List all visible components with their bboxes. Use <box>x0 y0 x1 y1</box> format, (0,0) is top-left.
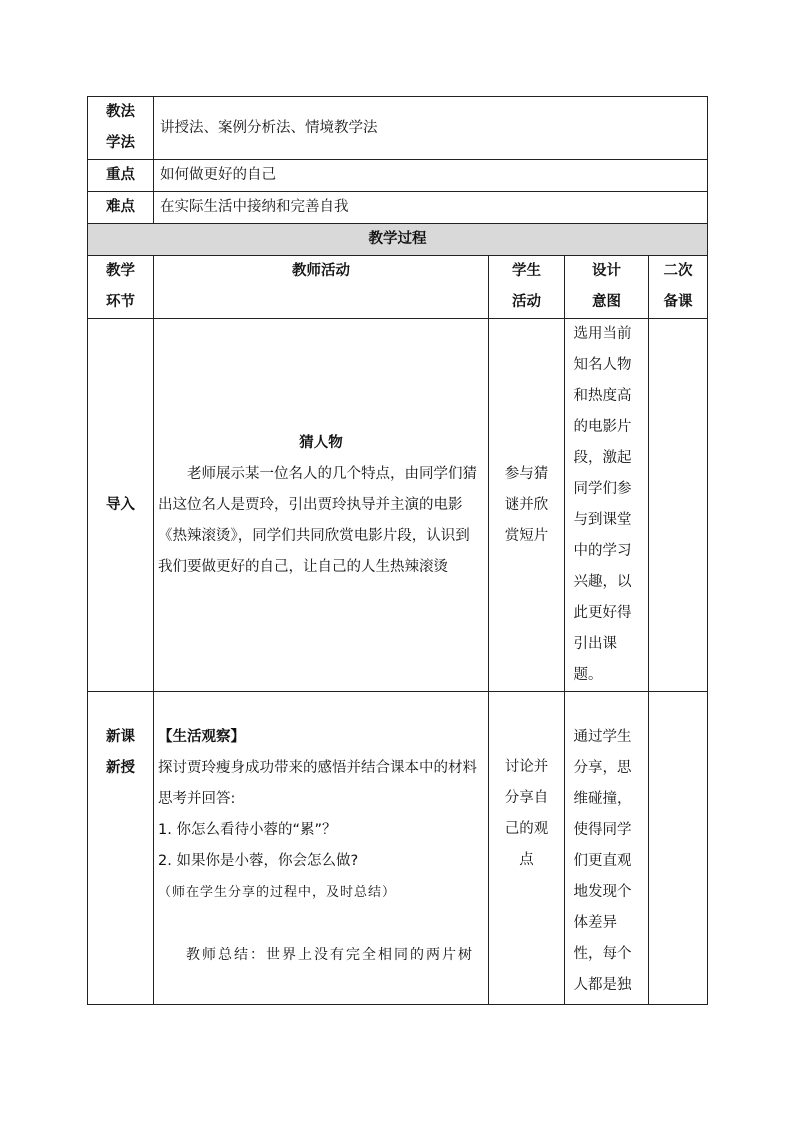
teacher-activity-body: 老师展示某一位名人的几个特点，由同学们猜出这位名人是贾玲，引出贾玲执导并主演的电影《热辣滚烫》，同学们共同欣赏电影片段，认识到我们要做更好的自己，让自己的人生热辣滚烫 <box>158 465 477 575</box>
student-activity-cell: 参与猜谜并欣赏短片 <box>489 319 565 692</box>
revision-cell <box>649 692 708 1005</box>
stage-cell: 新课新授 <box>88 692 154 1005</box>
revision-cell <box>649 319 708 692</box>
method-label: 教法学法 <box>88 97 154 160</box>
col-header-student: 学生活动 <box>489 256 565 319</box>
column-header-row <box>88 256 708 319</box>
teacher-line: 2. 如果你是小蓉，你会怎么做? <box>158 853 359 869</box>
lesson-plan-table <box>87 96 708 1005</box>
stage-cell: 导入 <box>88 319 154 692</box>
teacher-activity-cell <box>154 692 489 1005</box>
method-row <box>88 97 708 160</box>
col-header-revision: 二次备课 <box>649 256 708 319</box>
process-title: 教学过程 <box>88 224 708 256</box>
teacher-line: 1. 你怎么看待小蓉的“累”？ <box>158 822 337 838</box>
method-value: 讲授法、案例分析法、情境教学法 <box>154 97 708 160</box>
table-row <box>88 319 708 692</box>
design-intent-cell: 选用当前知名人物和热度高的电影片段，激起同学们参与到课堂中的学习兴趣，以此更好得引出课题。 <box>565 319 649 692</box>
teacher-activity-title: 猜人物 <box>299 434 343 451</box>
col-header-intent: 设计意图 <box>565 256 649 319</box>
difficulty-row <box>88 192 708 224</box>
teacher-activity-heading: 【生活观察】 <box>158 729 245 745</box>
teacher-line: 探讨贾玲瘦身成功带来的感悟并结合课本中的材料 <box>158 760 477 776</box>
key-point-value: 如何做更好的自己 <box>154 160 708 192</box>
student-activity-cell: 讨论并分享自己的观点 <box>489 692 565 1005</box>
process-title-row <box>88 224 708 256</box>
teacher-line: 思考并回答: <box>158 791 236 807</box>
col-header-stage: 教学环节 <box>88 256 154 319</box>
teacher-note: （师在学生分享的过程中，及时总结） <box>158 885 397 900</box>
col-header-teacher: 教师活动 <box>154 256 489 319</box>
table-row <box>88 692 708 1005</box>
difficulty-value: 在实际生活中接纳和完善自我 <box>154 192 708 224</box>
key-point-row <box>88 160 708 192</box>
teacher-activity-cell <box>154 319 489 692</box>
teacher-summary: 教师总结：世界上没有完全相同的两片树 <box>186 947 474 963</box>
key-point-label: 重点 <box>88 160 154 192</box>
difficulty-label: 难点 <box>88 192 154 224</box>
design-intent-cell: 通过学生分享，思维碰撞，使得同学们更直观地发现个体差异性，每个人都是独 <box>565 692 649 1005</box>
